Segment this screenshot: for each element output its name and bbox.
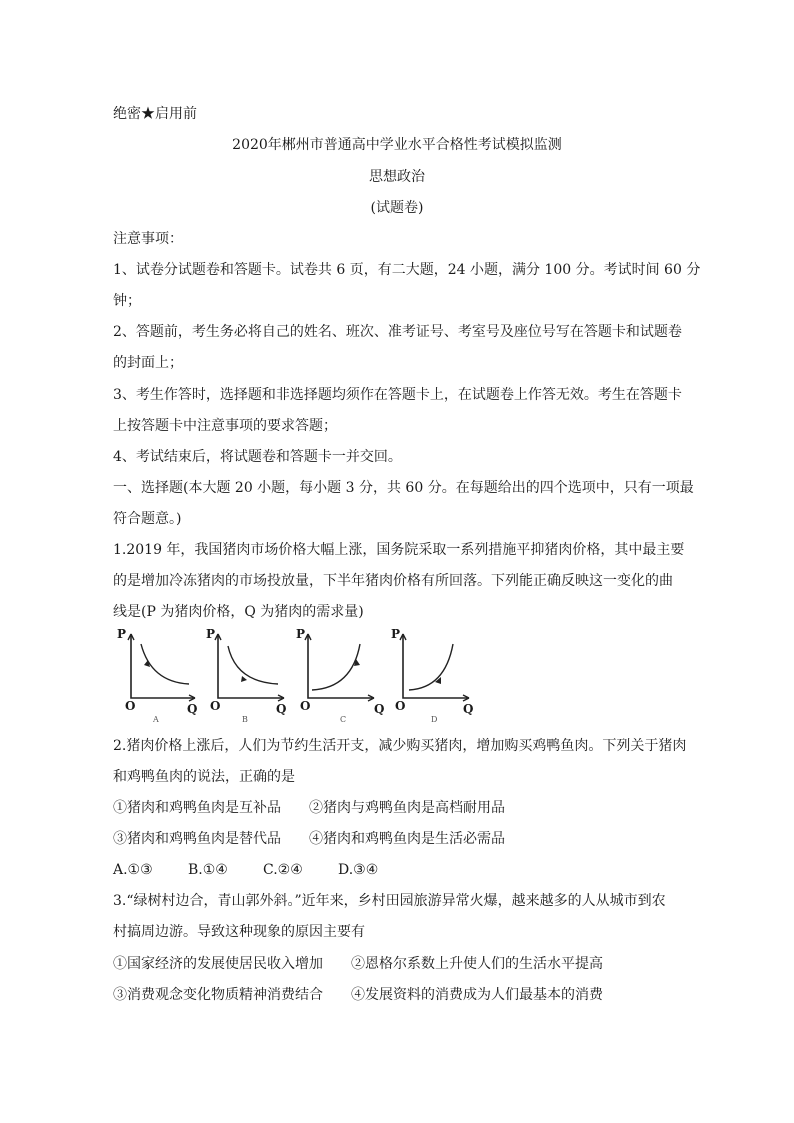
notice-heading: 注意事项： <box>113 231 183 247</box>
graph-c-origin: O <box>300 699 311 713</box>
q1-stem-line3: 线是(P 为猪肉价格，Q 为猪肉的需求量) <box>113 604 364 620</box>
q2-option-b: B.①④ <box>188 862 228 878</box>
q3-statement-2: ②恩格尔系数上升使人们的生活水平提高 <box>351 956 603 972</box>
q2-statements-row1 <box>113 798 505 818</box>
graph-c <box>296 626 386 726</box>
graph-a-x-label: Q <box>187 702 198 716</box>
graph-b-x-label: Q <box>276 702 287 716</box>
notice-item-3-line1: 3、考生作答时，选择题和非选择题均须作在答题卡上，在试题卷上作答无效。考生在答题卡 <box>113 387 682 403</box>
q2-answer-options <box>113 860 378 880</box>
notice-item-2-line1: 2、答题前，考生务必将自己的姓名、班次、准考证号、考室号及座位号写在答题卡和试题卷 <box>113 324 682 340</box>
graph-c-x-label: Q <box>374 702 385 716</box>
graph-c-y-label: P <box>296 627 306 641</box>
q3-statement-4: ④发展资料的消费成为人们最基本的消费 <box>351 987 603 1003</box>
q1-graph-options <box>113 626 483 726</box>
notice-item-3-line2: 上按答题卡中注意事项的要求答题； <box>113 418 337 434</box>
graph-d-y-label: P <box>391 627 401 641</box>
q3-statements-row2 <box>113 985 603 1005</box>
graph-c-caption: C <box>340 715 347 724</box>
graph-b-origin: O <box>210 699 221 713</box>
subject-title: 思想政治 <box>369 169 425 185</box>
q2-stem-line2: 和鸡鸭鱼肉的说法，正确的是 <box>113 769 295 785</box>
section-heading-line1: 一、选择题(本大题 20 小题，每小题 3 分，共 60 分。在每题给出的四个选项中，只有一项最 <box>113 480 694 496</box>
q2-statements-row2 <box>113 829 505 849</box>
q2-statement-2: ②猪肉与鸡鸭鱼肉是高档耐用品 <box>309 800 505 816</box>
graph-d-origin: O <box>395 699 406 713</box>
notice-item-2-line2: 的封面上； <box>113 355 183 371</box>
q2-option-c: C.②④ <box>263 862 303 878</box>
graph-a-origin: O <box>125 699 136 713</box>
graph-b <box>206 626 296 726</box>
q2-statement-3: ③猪肉和鸡鸭鱼肉是替代品 <box>113 831 281 847</box>
q2-option-a: A.①③ <box>113 862 153 878</box>
graph-d <box>391 626 481 726</box>
q3-statement-1: ①国家经济的发展使居民收入增加 <box>113 956 323 972</box>
graph-a-caption: A <box>153 715 159 724</box>
notice-item-4: 4、考试结束后，将试题卷和答题卡一并交回。 <box>113 449 402 465</box>
exam-title: 2020年郴州市普通高中学业水平合格性考试模拟监测 <box>232 137 562 153</box>
section-heading-line2: 符合题意。) <box>113 511 182 527</box>
graph-d-x-label: Q <box>463 702 474 716</box>
notice-item-1-line1: 1、试卷分试题卷和答题卡。试卷共 6 页，有二大题，24 小题，满分 100 分。考试时间 60 分 <box>113 262 701 278</box>
graph-d-caption: D <box>431 715 438 724</box>
notice-item-1-line2: 钟； <box>113 293 141 309</box>
q3-stem-line2: 村搞周边游。导致这种现象的原因主要有 <box>113 924 365 940</box>
graph-b-caption: B <box>242 715 248 724</box>
q1-stem-line1: 1.2019 年，我国猪肉市场价格大幅上涨，国务院采取一系列措施平抑猪肉价格，其中最主要 <box>113 542 685 558</box>
q3-statement-3: ③消费观念变化物质精神消费结合 <box>113 987 323 1003</box>
graph-a-y-label: P <box>117 627 127 641</box>
q2-statement-1: ①猪肉和鸡鸭鱼肉是互补品 <box>113 800 281 816</box>
q3-stem-line1: 3.“绿树村边合，青山郭外斜。”近年来，乡村田园旅游异常火爆，越来越多的人从城市到农 <box>113 893 666 909</box>
q1-stem-line2: 的是增加冷冻猪肉的市场投放量，下半年猪肉价格有所回落。下列能正确反映这一变化的曲 <box>113 573 673 589</box>
graph-a <box>113 626 203 726</box>
secret-mark: 绝密★启用前 <box>113 106 197 122</box>
q2-option-d: D.③④ <box>338 862 379 878</box>
graph-b-y-label: P <box>206 627 216 641</box>
paper-type: (试题卷) <box>370 200 424 216</box>
q3-statements-row1 <box>113 954 603 974</box>
q2-stem-line1: 2.猪肉价格上涨后，人们为节约生活开支，减少购买猪肉，增加购买鸡鸭鱼肉。下列关于猪肉 <box>113 738 687 754</box>
q2-statement-4: ④猪肉和鸡鸭鱼肉是生活必需品 <box>309 831 505 847</box>
